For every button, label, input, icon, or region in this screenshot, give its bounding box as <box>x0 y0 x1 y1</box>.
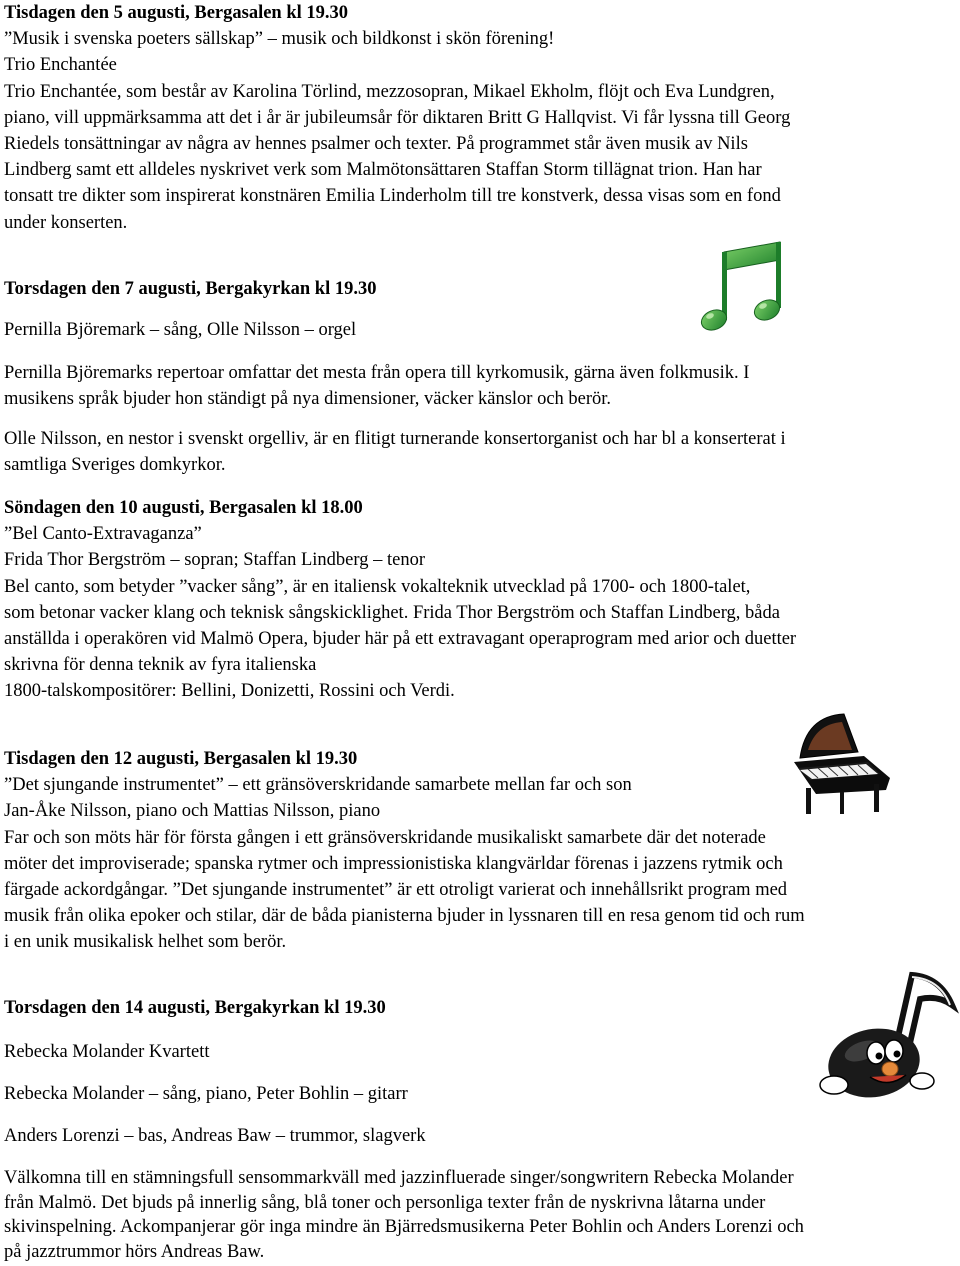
event-3-text: skrivna för denna teknik av fyra italienska <box>4 655 317 676</box>
event-3-performers: Frida Thor Bergström – sopran; Staffan Lindberg – tenor <box>4 550 425 571</box>
event-5-text: Välkomna till en stämningsfull sensommarkväll med jazzinfluerade singer/songwritern Rebecka Molander <box>4 1168 794 1188</box>
event-2-text: musikens språk bjuder hon ständigt på nya dimensioner, väcker känslor och berör. <box>4 389 612 410</box>
event-5-description <box>4 1166 804 1264</box>
event-3-subtitle: ”Bel Canto-Extravaganza” <box>4 524 202 545</box>
event-5-text: skivinspelning. Ackompanjerar gör inga mindre än Bjärredsmusikerna Peter Bohlin och Anders Lorenzi och <box>4 1217 804 1237</box>
event-4-text: färgade ackordgångar. ”Det sjungande instrumentet” är ett otroligt varierat och innehållsrikt program med <box>4 880 788 901</box>
event-4-text: musik från olika epoker och stilar, där de båda pianisterna bjuder in lyssnaren till en resa genom tid och rum <box>4 906 805 927</box>
event-5-text: från Malmö. Det bjuds på innerlig sång, blå toner och personliga texter från de nyskrivna låtarna under <box>4 1192 766 1213</box>
green-music-note-icon <box>700 238 786 334</box>
event-3-text: Bel canto, som betyder ”vacker sång”, är en italiensk vokalteknik utvecklad på 1700- och 1800-talet, <box>4 576 751 597</box>
event-1-subtitle: ”Musik i svenska poeters sällskap” – musik och bildkonst i skön förening! <box>4 29 555 50</box>
event-3-text: 1800-talskompositörer: Bellini, Donizetti, Rossini och Verdi. <box>4 681 455 702</box>
event-4 <box>4 746 805 956</box>
event-1-text: under konserten. <box>4 212 128 233</box>
event-2-heading: Torsdagen den 7 augusti, Bergakyrkan kl 19.30 <box>4 279 377 299</box>
event-1-text: Riedels tonsättningar av några av hennes psalmer och texter. På programmet står även musik av Nils <box>4 134 748 155</box>
event-4-text: möter det improviserade; spanska rytmer och impressionistiska klangvärldar förenas i jazzens rytmik och <box>4 853 783 874</box>
event-1-text: tonsatt tre dikter som inspirerat konstnären Emilia Linderholm till tre konstverk, dessa visas som en fond <box>4 186 781 207</box>
cartoon-note-character-icon <box>800 965 960 1115</box>
event-2-performers: Pernilla Björemark – sång, Olle Nilsson – orgel <box>4 320 357 340</box>
event-1-heading: Tisdagen den 5 augusti, Bergasalen kl 19.30 <box>4 3 349 23</box>
event-3-text: anställda i operakören vid Malmö Opera, bjuder här på ett extravagant operaprogram med arior och duetter <box>4 629 797 650</box>
event-2-para1 <box>4 360 749 412</box>
event-1-text: Trio Enchantée, som består av Karolina Törlind, mezzosopran, Mikael Ekholm, flöjt och Eva Lundgren, <box>4 81 775 102</box>
event-4-text: i en unik musikalisk helhet som berör. <box>4 932 287 953</box>
event-5-members1-block <box>4 1081 408 1107</box>
event-1-ensemble: Trio Enchantée <box>4 55 117 76</box>
event-2-text: Pernilla Björemarks repertoar omfattar det mesta från opera till kyrkomusik, gärna även folkmusik. I <box>4 363 750 383</box>
event-5-ensemble-block <box>4 1039 209 1065</box>
event-5 <box>4 995 386 1021</box>
event-5-text: på jazztrummor hörs Andreas Baw. <box>4 1241 265 1262</box>
event-2-text: Olle Nilsson, en nestor i svenskt orgelliv, är en flitigt turnerande konsertorganist och har bl a konserterat i <box>4 429 786 449</box>
event-2-para2 <box>4 426 786 478</box>
event-4-subtitle: ”Det sjungande instrumentet” – ett gränsöverskridande samarbete mellan far och son <box>4 775 632 796</box>
event-2-text: samtliga Sveriges domkyrkor. <box>4 455 226 476</box>
event-4-text: Far och son möts här för första gången i ett gränsöverskridande musikaliskt samarbete där det noterade <box>4 827 766 848</box>
event-3 <box>4 495 796 705</box>
grand-piano-icon <box>786 708 896 818</box>
event-5-ensemble: Rebecka Molander Kvartett <box>4 1042 210 1062</box>
event-1-text: Lindberg samt ett alldeles nyskrivet verk som Malmötonsättaren Staffan Storm tillägnat trion. Han har <box>4 160 762 181</box>
event-4-heading: Tisdagen den 12 augusti, Bergasalen kl 19.30 <box>4 749 358 769</box>
event-5-members2-block <box>4 1123 426 1149</box>
event-5-members: Rebecka Molander – sång, piano, Peter Bohlin – gitarr <box>4 1084 408 1104</box>
event-2 <box>4 276 376 302</box>
event-1 <box>4 0 790 236</box>
event-2-performers-block <box>4 317 356 343</box>
event-5-members: Anders Lorenzi – bas, Andreas Baw – trummor, slagverk <box>4 1126 426 1146</box>
event-4-performers: Jan-Åke Nilsson, piano och Mattias Nilsson, piano <box>4 801 381 822</box>
event-1-text: piano, vill uppmärksamma att det i år är jubileumsår för diktaren Britt G Hallqvist. Vi får lyssna till Georg <box>4 107 791 128</box>
event-5-heading: Torsdagen den 14 augusti, Bergakyrkan kl 19.30 <box>4 998 386 1018</box>
event-3-heading: Söndagen den 10 augusti, Bergasalen kl 18.00 <box>4 498 363 518</box>
event-3-text: som betonar vacker klang och teknisk sångskicklighet. Frida Thor Bergström och Staffan Lindberg, båda <box>4 602 780 623</box>
